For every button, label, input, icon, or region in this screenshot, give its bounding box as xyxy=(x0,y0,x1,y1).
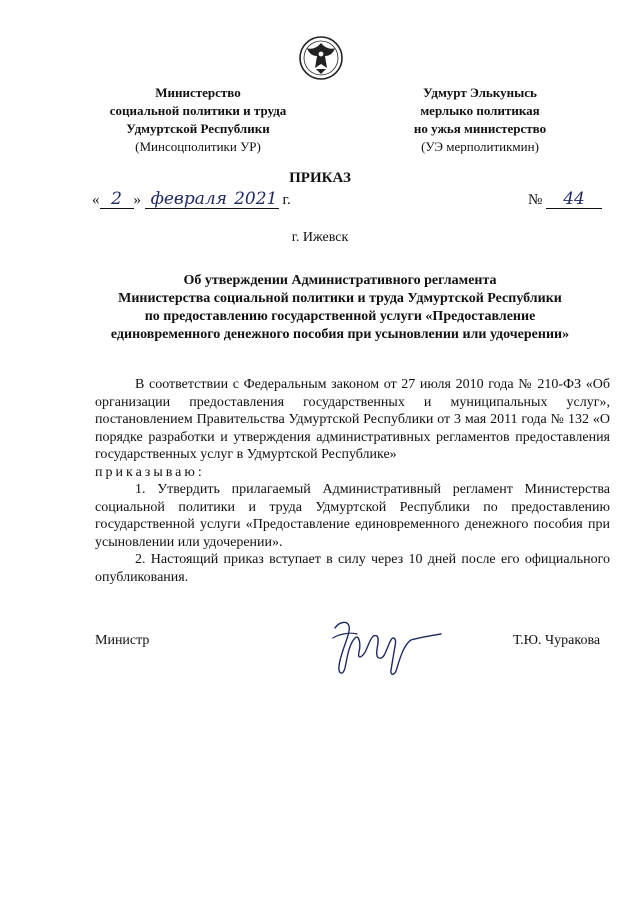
order-date xyxy=(92,190,291,209)
body-intro: В соответствии с Федеральным законом от 27 июля 2010 года № 210-ФЗ «Об организации предоставления государственных и муниципальных услуг», постановлением Правительства Удмуртской Республики от 3 мая 2011 года № 132 «О порядке разработки и утверждения административных регламентов предоставления государственных услуг в Удмуртской Республике» xyxy=(95,377,610,462)
number-label: № xyxy=(528,192,543,208)
ministry-ud-line1: Удмурт Элькунысь xyxy=(423,85,537,100)
date-day: 2 xyxy=(100,190,134,209)
subject-line1: Об утверждении Административного регламента xyxy=(183,273,497,288)
ministry-name-russian xyxy=(78,84,318,156)
order-title: ПРИКАЗ xyxy=(289,170,351,186)
ministry-ud-abbr: (УЭ мерполитикмин) xyxy=(421,139,539,154)
body-command: приказываю: xyxy=(95,464,205,480)
date-open-quote: « xyxy=(92,192,100,208)
ministry-name-udmurt xyxy=(360,84,600,156)
order-number xyxy=(528,190,602,209)
ministry-ud-line2: мерлыко политикая xyxy=(420,103,540,118)
ministry-ru-line2: социальной политики и труда xyxy=(109,103,287,118)
number-value: 44 xyxy=(546,190,602,209)
subject-line3: по предоставлению государственной услуги «Предоставление xyxy=(144,309,536,324)
subject-line2: Министерства социальной политики и труда Удмуртской Республики xyxy=(118,291,562,306)
signatory-role: Министр xyxy=(95,633,150,648)
date-suffix: г. xyxy=(282,192,291,208)
order-body xyxy=(95,376,610,586)
date-month: февраля xyxy=(145,190,233,209)
signatory-name: Т.Ю. Чуракова xyxy=(513,633,601,648)
date-year: 2021 xyxy=(234,189,278,209)
date-close-quote: » xyxy=(133,192,141,208)
body-item-2: 2. Настоящий приказ вступает в силу через 10 дней после его официального опубликования. xyxy=(95,552,610,585)
body-item-1: 1. Утвердить прилагаемый Административный регламент Министерства социальной политики и труда Удмуртской Республики по предоставлению государственной услуги «Предоставление единовременного денежного пособия при усыновлении или удочерении». xyxy=(95,482,610,550)
ministry-ud-line3: но ужья министерство xyxy=(413,121,547,136)
order-subject xyxy=(80,272,600,344)
ministry-ru-abbr: (Минсоцполитики УР) xyxy=(135,139,261,154)
ministry-ru-line1: Министерство xyxy=(155,85,241,100)
ministry-ru-line3: Удмуртской Республики xyxy=(126,121,270,136)
handwritten-signature xyxy=(325,610,445,682)
city: г. Ижевск xyxy=(291,230,349,245)
coat-of-arms-emblem xyxy=(297,34,345,82)
subject-line4: единовременного денежного пособия при усыновлении или удочерении» xyxy=(110,327,570,342)
